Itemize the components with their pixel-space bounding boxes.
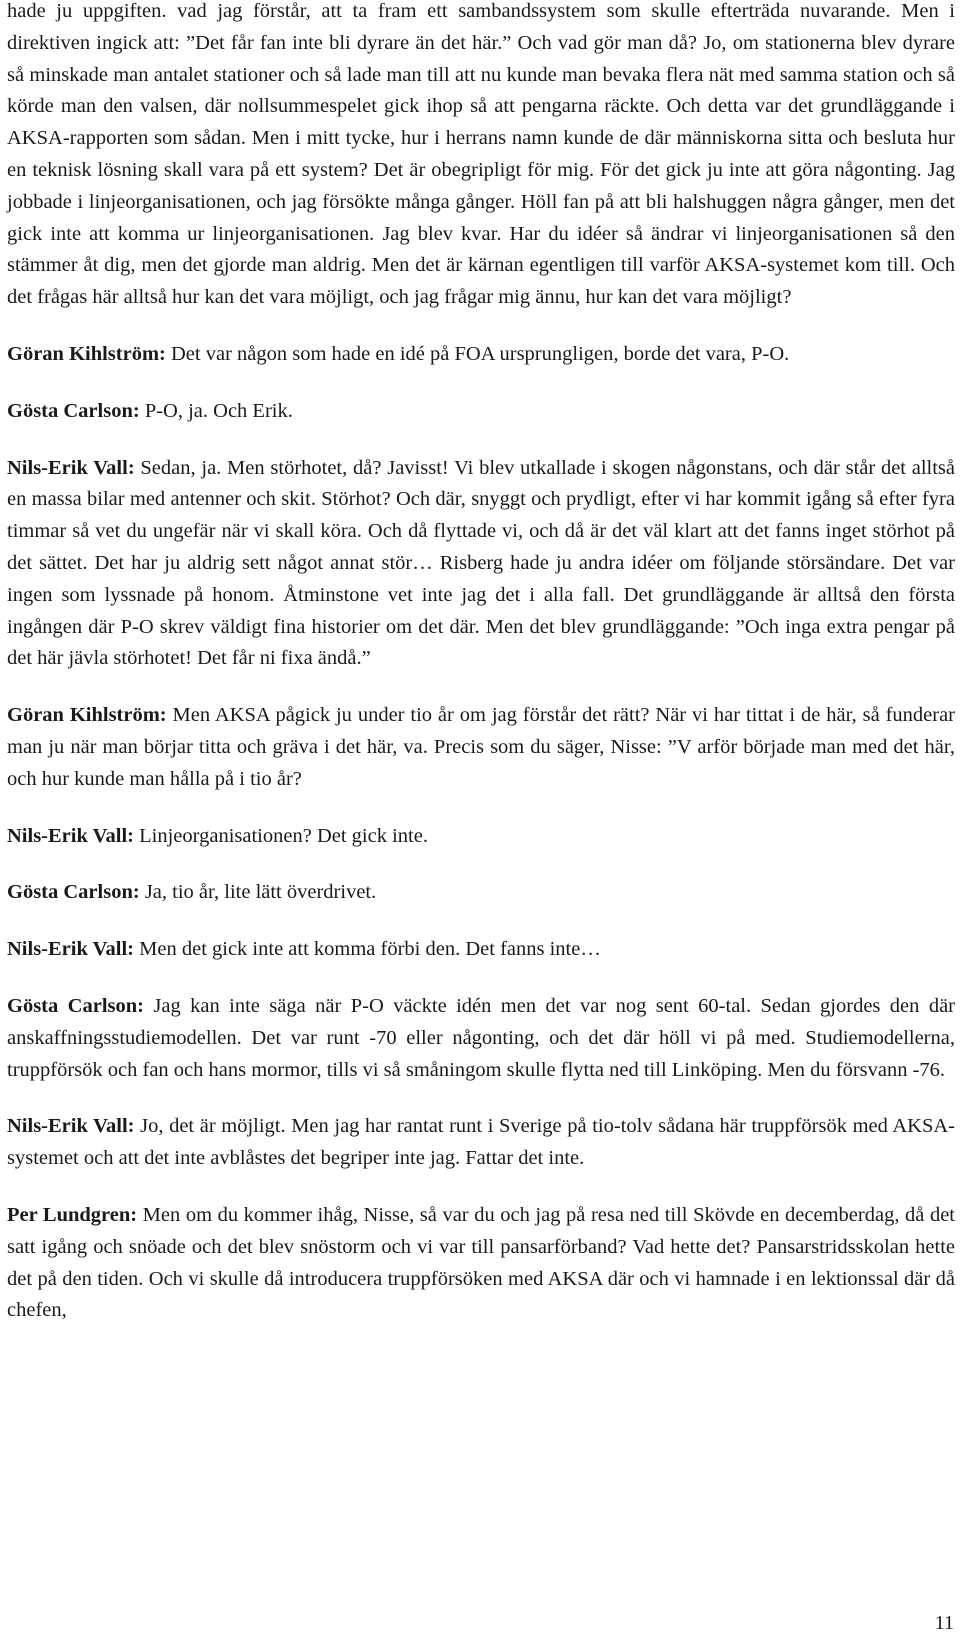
paragraph-nils-erik-vall-4 [7, 1111, 955, 1175]
paragraph-text: Linjeorganisationen? Det gick inte. [134, 824, 428, 847]
speaker-name: Göran Kihlström: [7, 342, 166, 365]
paragraph-goran-kihlstrom-1 [7, 339, 955, 371]
paragraph-nils-erik-vall-1 [7, 453, 955, 676]
paragraph-text: Jo, det är möjligt. Men jag har rantat runt i Sverige på tio-tolv sådana här truppförsök med AKSA-systemet och att det inte avblåstes det begriper inte jag. Fattar det inte. [7, 1115, 956, 1170]
paragraph-text: Men om du kommer ihåg, Nisse, så var du och jag på resa ned till Skövde en decemberdag, då det satt igång och snöade och det blev snöstorm och vi var till pansarförband? Vad hette det? Pansarstridsskolan hette det på den tiden. Och vi skulle då introducera truppförsöken med AKSA där och vi hamnade i en lektionssal där då chefen, [7, 1203, 955, 1322]
paragraph-text: Sedan, ja. Men störhotet, då? Javisst! Vi blev utkallade i skogen någonstans, och där står det alltså en massa bilar med antenner och skit. Störhot? Och där, snyggt och prydligt, efter vi har kommit igång så efter fyra timmar så vet du ungefär när vi skall köra. Och då flyttade vi, och då är det väl klart att det fanns inget störhot på det sättet. Det har ju aldrig sett något annat stör… Risberg hade ju andra idéer om följande störsändare. Det var ingen som lyssnade på honom. Åtminstone vet inte jag det i alla fall. Det grundläggande är alltså den första ingången där P-O skrev väldigt fina historier om det där. Men det blev grundläggande: ”Och inga extra pengar på det här jävla störhotet! Det får ni fixa ändå.” [7, 456, 956, 670]
paragraph-goran-kihlstrom-2 [7, 700, 955, 795]
document-page [7, 0, 955, 1352]
paragraph-text: P-O, ja. Och Erik. [139, 399, 293, 422]
paragraph-text: Jag kan inte säga när P-O väckte idén men det var nog sent 60-tal. Sedan gjordes den där anskaffningsstudiemodellen. Det var runt -70 eller någonting, och det där höll vi på med. Studiemodellerna, truppförsök och fan och hans mormor, tills vi så småningom skulle flytta ned till Linköping. Men du försvann -76. [7, 994, 955, 1081]
speaker-name: Nils-Erik Vall: [7, 1115, 135, 1138]
speaker-name: Gösta Carlson: [7, 881, 140, 904]
paragraph-text: Men AKSA pågick ju under tio år om jag förstår det rätt? När vi har tittat i de här, så funderar man ju när man börjar titta och gräva i det här, va. Precis som du säger, Nisse: ”V arför började man med det här, och hur kunde man hålla på i tio år? [7, 704, 955, 790]
paragraph-text: Det var någon som hade en idé på FOA ursprungligen, borde det vara, P-O. [165, 342, 790, 365]
speaker-name: Nils-Erik Vall: [7, 824, 135, 847]
paragraph-per-lundgren-1 [7, 1200, 955, 1327]
paragraph-gosta-carlson-3 [7, 991, 955, 1086]
paragraph-nils-erik-vall-3 [7, 934, 955, 966]
paragraph-gosta-carlson-1 [7, 396, 955, 428]
page-number: 11 [934, 1612, 954, 1634]
speaker-name: Per Lundgren: [7, 1203, 138, 1226]
paragraph-gosta-carlson-2 [7, 877, 955, 909]
speaker-name: Gösta Carlson: [7, 994, 144, 1017]
speaker-name: Nils-Erik Vall: [7, 938, 135, 961]
paragraph-continuation [7, 0, 955, 314]
speaker-name: Nils-Erik Vall: [7, 456, 135, 479]
speaker-name: Göran Kihlström: [7, 704, 167, 727]
paragraph-text: Men det gick inte att komma förbi den. Det fanns inte… [134, 938, 601, 961]
paragraph-text: Ja, tio år, lite lätt överdrivet. [139, 881, 377, 904]
speaker-name: Gösta Carlson: [7, 399, 140, 422]
paragraph-nils-erik-vall-2 [7, 821, 955, 853]
paragraph-text: hade ju uppgiften. vad jag förstår, att ta fram ett sambandssystem som skulle efterträda nuvarande. Men i direktiven ingick att: ”Det får fan inte bli dyrare än det här.” Och vad gör man då? Jo, om stationerna blev dyrare så minskade man antalet stationer och så lade man till att nu kunde man bevaka flera nät med samma station och så körde man den valsen, där nollsummespelet gick ihop så att pengarna räckte. Och detta var det grundläggande i AKSA-rapporten som sådan. Men i mitt tycke, hur i herrans namn kunde de där människorna sitta och besluta hur en teknisk lösning skall vara på ett system? Det är obegripligt för mig. För det gick ju inte att göra någonting. Jag jobbade i linjeorganisationen, och jag försökte många gånger. Höll fan på att bli halshuggen några gånger, men det gick inte att komma ur linjeorganisationen. Jag blev kvar. Har du idéer så ändrar vi linjeorganisationen så den stämmer åt dig, men det gjorde man aldrig. Men det är kärnan egentligen till varför AKSA-systemet kom till. Och det frågas här alltså hur kan det vara möjligt, och jag frågar mig ännu, hur kan det vara möjligt? [7, 0, 955, 309]
